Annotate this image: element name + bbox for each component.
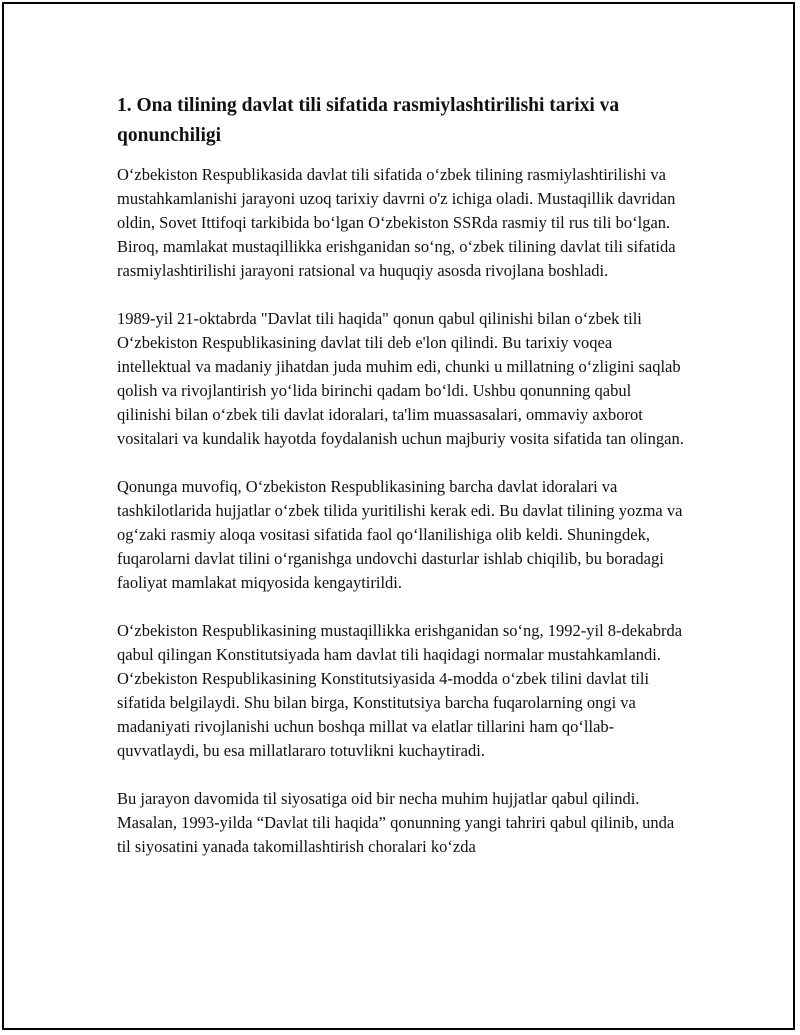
document-body <box>117 91 687 883</box>
section-heading: 1. Ona tilining davlat tili sifatida rasmiylashtirilishi tarixi va qonunchiligi <box>117 95 620 146</box>
paragraph: 1989-yil 21-oktabrda "Davlat tili haqida" qonun qabul qilinishi bilan o‘zbek tili O‘zbekiston Respublikasining davlat tili deb e'lon qilindi. Bu tarixiy voqea intellektual va madaniy jihatdan juda muhim edi, chunki u millatning o‘zligini saqlab qolish va rivojlantirish yo‘lida birinchi qadam bo‘ldi. Ushbu qonunning qabul qilinishi bilan o‘zbek tili davlat idoralari, ta'lim muassasalari, ommaviy axborot vositalari va kundalik hayotda foydalanish uchun majburiy vosita sifatida tan olingan. <box>117 309 684 448</box>
paragraph: Bu jarayon davomida til siyosatiga oid bir necha muhim hujjatlar qabul qilindi. Masalan, 1993-yilda “Davlat tili haqida” qonunning yangi tahriri qabul qilinib, unda til siyosatini yanada takomillashtirish choralari ko‘zda <box>117 789 675 856</box>
paragraph: O‘zbekiston Respublikasining mustaqillikka erishganidan so‘ng, 1992-yil 8-dekabrda qabul qilingan Konstitutsiyada ham davlat tili haqidagi normalar mustahkamlandi. O‘zbekiston Respublikasining Konstitutsiyasida 4-modda o‘zbek tilini davlat tili sifatida belgilaydi. Shu bilan birga, Konstitutsiya barcha fuqarolarning ongi va madaniyati rivojlanishi uchun boshqa millat va elatlar tillarini ham qo‘llab-quvvatlaydi, bu esa millatlararo totuvlikni kuchaytiradi. <box>117 621 683 760</box>
paragraph: O‘zbekiston Respublikasida davlat tili sifatida o‘zbek tilining rasmiylashtirilishi va mustahkamlanishi jarayoni uzoq tarixiy davrni o'z ichiga oladi. Mustaqillik davridan oldin, Sovet Ittifoqi tarkibida bo‘lgan O‘zbekiston SSRda rasmiy til rus tili bo‘lgan. Biroq, mamlakat mustaqillikka erishganidan so‘ng, o‘zbek tilining davlat tili sifatida rasmiylashtirilishi jarayoni ratsional va huquqiy asosda rivojlana boshladi. <box>117 165 676 280</box>
paragraph: Qonunga muvofiq, O‘zbekiston Respublikasining barcha davlat idoralari va tashkilotlarida hujjatlar o‘zbek tilida yuritilishi kerak edi. Bu davlat tilining yozma va og‘zaki rasmiy aloqa vositasi sifatida faol qo‘llanilishiga olib keldi. Shuningdek, fuqarolarni davlat tilini o‘rganishga undovchi dasturlar ishlab chiqilib, bu boradagi faoliyat mamlakat miqyosida kengaytirildi. <box>117 477 683 592</box>
